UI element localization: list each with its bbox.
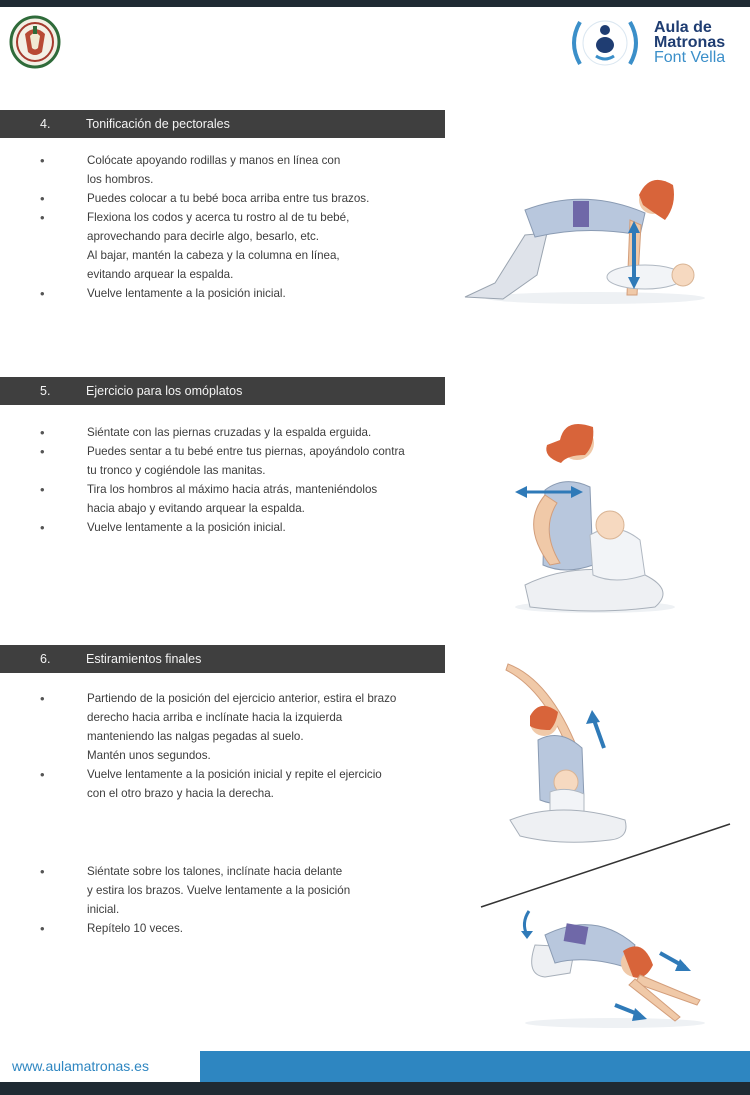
section-5-steps (40, 423, 405, 537)
list-item: tu tronco y cogiéndole las manitas. (87, 464, 266, 477)
list-item: • Vuelve lentamente a la posición inicial. (40, 518, 405, 537)
list-item: • Vuelve lentamente a la posición inicial. (40, 284, 369, 303)
section-4-steps (40, 151, 369, 303)
direction-arrow-icon (521, 931, 533, 939)
list-item: • Tira los hombros al máximo hacia atrás, manteniéndolos (40, 480, 405, 499)
list-item: • Partiendo de la posición del ejercicio anterior, estira el brazo (40, 689, 396, 708)
section-header-4 (0, 110, 445, 138)
section-title: Ejercicio para los omóplatos (86, 384, 243, 398)
section-title: Estiramientos finales (86, 652, 202, 666)
brand-logo (566, 12, 744, 74)
list-item: Al bajar, mantén la cabeza y la columna en línea, (87, 249, 340, 262)
divider-line (478, 820, 733, 912)
list-item: • Puedes sentar a tu bebé entre tus piernas, apoyándolo contra (40, 442, 405, 461)
list-item: con el otro brazo y hacia la derecha. (87, 787, 274, 800)
section-number: 4. (40, 117, 51, 131)
list-item: • Puedes colocar a tu bebé boca arriba entre tus brazos. (40, 189, 369, 208)
section-6-steps-extra (40, 862, 350, 938)
list-item: manteniendo las nalgas pegadas al suelo. (87, 730, 304, 743)
list-item: • Colócate apoyando rodillas y manos en línea con (40, 151, 369, 170)
section-6-steps (40, 689, 396, 803)
section-title: Tonificación de pectorales (86, 117, 230, 131)
section-header-6 (0, 645, 445, 673)
baby-brand-icon (566, 12, 646, 74)
brand-line-1: Aula de (654, 19, 712, 36)
list-item: hacia abajo y evitando arquear la espalda. (87, 502, 305, 515)
list-item: derecho hacia arriba e inclínate hacia la izquierda (87, 711, 343, 724)
pectoral-exercise-illustration (455, 165, 715, 320)
list-item: Mantén unos segundos. (87, 749, 211, 762)
direction-arrow-icon (586, 710, 600, 724)
list-item: aprovechando para decirle algo, besarlo, etc. (87, 230, 320, 243)
bottom-edge-strip (0, 1082, 750, 1095)
list-item: y estira los brazos. Vuelve lentamente a la posición (87, 884, 351, 897)
footer-bar (200, 1051, 750, 1082)
list-item: • Siéntate con las piernas cruzadas y la espalda erguida. (40, 423, 405, 442)
list-item: los hombros. (87, 173, 154, 186)
child-pose-illustration (515, 905, 715, 1035)
list-item: inicial. (87, 903, 120, 916)
brand-line-3: Font Vella (654, 49, 726, 66)
top-edge-strip (0, 0, 750, 7)
section-number: 6. (40, 652, 51, 666)
list-item: evitando arquear la espalda. (87, 268, 234, 281)
list-item: • Siéntate sobre los talones, inclínate hacia delante (40, 862, 350, 881)
institution-emblem-icon (8, 14, 62, 70)
list-item: • Repítelo 10 veces. (40, 919, 350, 938)
brand-name (654, 20, 725, 65)
shoulder-blade-exercise-illustration (505, 415, 685, 620)
section-number: 5. (40, 384, 51, 398)
list-item: • Vuelve lentamente a la posición inicial y repite el ejercicio (40, 765, 396, 784)
section-header-5 (0, 377, 445, 405)
list-item: • Flexiona los codos y acerca tu rostro al de tu bebé, (40, 208, 369, 227)
footer-website-link[interactable]: www.aulamatronas.es (12, 1058, 149, 1074)
direction-arrow-icon (515, 486, 527, 498)
brand-line-2: Matronas (654, 34, 726, 51)
